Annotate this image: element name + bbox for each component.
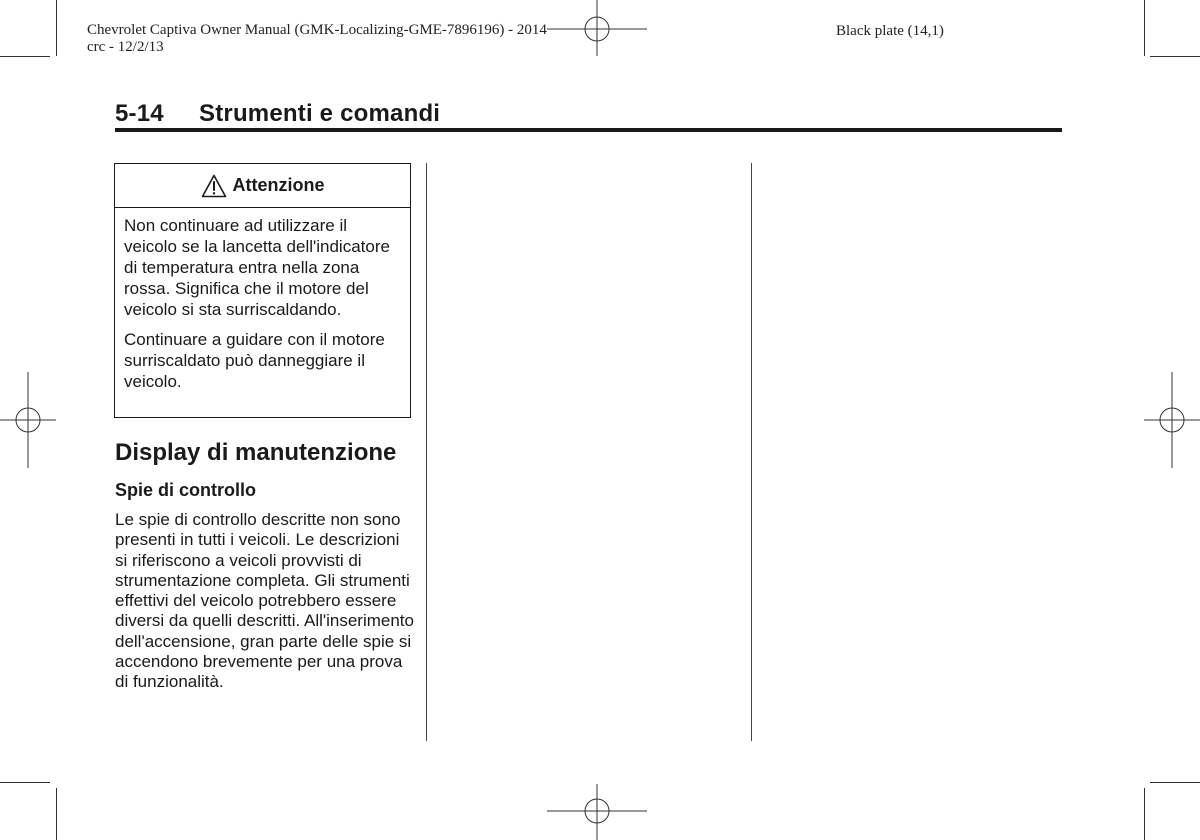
header-rule — [115, 128, 1062, 132]
warning-box — [114, 163, 411, 418]
warning-header — [115, 164, 410, 208]
registration-mark-bottom — [547, 784, 647, 840]
print-plate-label: Black plate (14,1) — [836, 23, 944, 39]
running-head — [115, 100, 440, 128]
warning-paragraph: Non continuare ad utilizzare il veicolo se la lancetta dell'indicatore di temperatura entra nella zona rossa. Significa che il motore del veicolo si sta surriscaldando. — [124, 216, 390, 319]
body-paragraph: Le spie di controllo descritte non sono presenti in tutti i veicoli. Le descrizioni si riferiscono a veicoli provvisti di strumentazione completa. Gli strumenti effettivi del veicolo potrebbero essere diversi da quelli descritti. All'inserimento dell'accensione, gran parte delle spie si accendono brevemente per una prova di funzionalità. — [115, 510, 414, 692]
crop-mark — [56, 788, 57, 840]
crop-mark — [1144, 788, 1145, 840]
crop-mark — [1150, 56, 1200, 57]
registration-mark-top — [547, 0, 647, 60]
section-title: Strumenti e comandi — [199, 100, 441, 127]
print-slug-date: crc - 12/2/13 — [87, 39, 164, 55]
registration-mark-left — [0, 372, 60, 468]
crop-mark — [0, 56, 50, 57]
crop-mark — [1150, 782, 1200, 783]
crop-mark — [56, 0, 57, 56]
page-number: 5-14 — [115, 100, 164, 127]
crop-mark — [0, 782, 50, 783]
column-divider-1 — [426, 163, 427, 741]
registration-mark-right — [1140, 372, 1200, 468]
warning-paragraph: Continuare a guidare con il motore surriscaldato può danneggiare il veicolo. — [124, 330, 385, 391]
section-heading: Display di manutenzione — [115, 439, 397, 466]
print-slug-title: Chevrolet Captiva Owner Manual (GMK-Localizing-GME-7896196) - 2014 — [87, 22, 547, 38]
warning-body — [124, 215, 402, 401]
section-subheading: Spie di controllo — [115, 480, 257, 500]
print-slug — [87, 22, 547, 56]
warning-title: Attenzione — [232, 175, 325, 195]
crop-mark — [1144, 0, 1145, 56]
column-divider-2 — [751, 163, 752, 741]
warning-triangle-icon — [201, 174, 227, 198]
